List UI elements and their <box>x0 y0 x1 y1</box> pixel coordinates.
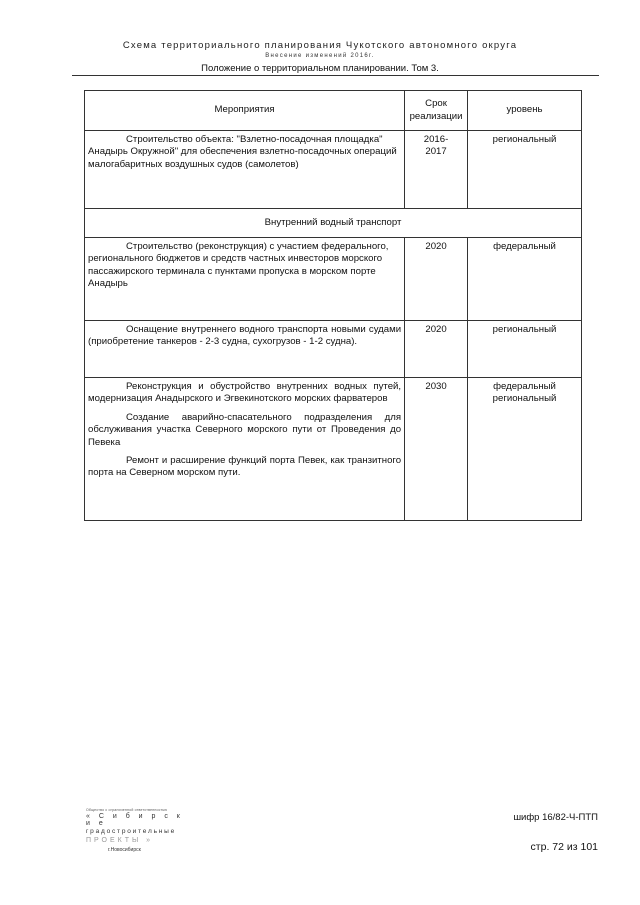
level-cell <box>468 238 582 321</box>
table-row <box>85 378 582 521</box>
page-number: стр. 72 из 101 <box>530 841 598 853</box>
table-row <box>85 131 582 209</box>
table-row <box>85 238 582 321</box>
table-row <box>85 321 582 378</box>
level-value: федеральный <box>493 241 556 252</box>
term-cell <box>405 378 468 521</box>
term-value: 2030 <box>425 381 447 392</box>
term-value: 2020 <box>425 241 447 252</box>
header-divider <box>72 75 599 76</box>
term-cell <box>405 131 468 209</box>
column-header-measures: Мероприятия <box>85 91 405 131</box>
term-value: 2016- 2017 <box>423 134 449 158</box>
measure-cell <box>85 378 405 521</box>
level-value: региональный <box>492 134 557 145</box>
document-cipher: шифр 16/82-Ч-ПТП <box>513 812 598 823</box>
section-row <box>85 209 582 238</box>
measure-text: Создание аварийно-спасательного подразделения для обслуживания участка Северного морского пути от Проведения до Певека <box>88 411 402 448</box>
section-heading: Внутренний водный транспорт <box>85 209 582 238</box>
logo-small-text: Общество с ограниченной ответственностью <box>86 808 168 812</box>
level-cell <box>468 131 582 209</box>
column-header-level: уровень <box>468 91 582 131</box>
document-header-volume: Положение о территориальном планировании. Том 3. <box>201 63 439 74</box>
level-cell <box>468 378 582 521</box>
measure-cell <box>85 131 405 209</box>
measure-text: Строительство (реконструкция) с участием федерального, регионального бюджетов и средств частных инвесторов морского пассажирского терминала с пунктами пропуска в морском порте Анадырь <box>88 241 389 290</box>
measures-table <box>84 90 582 521</box>
company-logo <box>86 808 196 853</box>
term-value: 2020 <box>425 324 447 335</box>
measure-cell <box>85 321 405 378</box>
level-value: федеральный региональный <box>492 381 557 405</box>
term-cell <box>405 238 468 321</box>
logo-city: г.Новосибирск <box>108 847 141 853</box>
logo-line-3: ПРОЕКТЫ » <box>86 837 154 844</box>
logo-line-2: градостроительные <box>86 828 177 835</box>
measure-cell <box>85 238 405 321</box>
measure-text: Ремонт и расширение функций порта Певек, как транзитного порта на Северном морском пути. <box>88 455 402 479</box>
table-header-row <box>85 91 582 131</box>
logo-line-1: « С и б и р с к и е <box>86 813 184 827</box>
measure-text: Оснащение внутреннего водного транспорта новыми судами (приобретение танкеров - 2-3 судна, сухогрузов - 1-2 судна). <box>88 324 402 348</box>
level-cell <box>468 321 582 378</box>
document-header-title: Схема территориального планирования Чукотского автономного округа <box>122 40 518 51</box>
document-header-subtitle: Внесение изменений 2016г. <box>265 53 375 59</box>
measure-text: Строительство объекта: "Взлетно-посадочная площадка" Анадырь Окружной" для обеспечения взлетно-посадочных операций малогабаритных воздушных судов (самолетов) <box>88 134 397 170</box>
term-cell <box>405 321 468 378</box>
measure-text: Реконструкция и обустройство внутренних водных путей, модернизация Анадырского и Эгвекинотского морских фарватеров <box>88 381 402 405</box>
level-value: региональный <box>492 324 557 335</box>
column-header-term: Срок реализации <box>405 91 468 131</box>
